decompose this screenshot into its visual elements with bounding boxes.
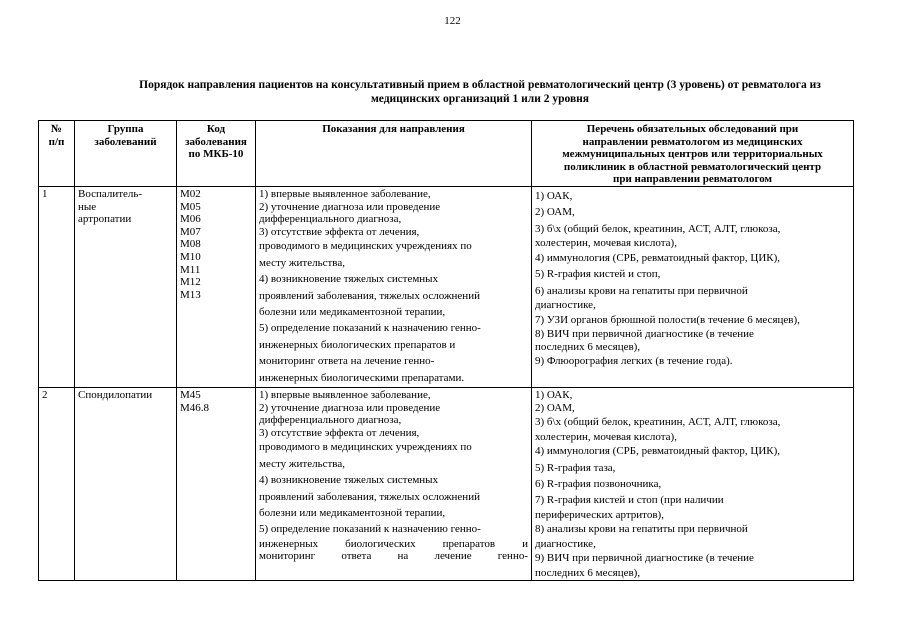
required-exams: 1) ОАК, 2) ОАМ, 3) б\х (общий белок, креатинин, АСТ, АЛТ, глюкоза, холестерин, мочевая кислота), 4) иммунология (СРБ, ревматоидный фактор, ЦИК), 5) R-графия таза, 6) R-графия позвоночника, 7) R-графия кистей и стоп (при наличии периферических артритов), 8) анализы крови на гепатиты при первичной диагностике, 9) ВИЧ при первичной диагностике (в течение последних 6 месяцев), [532,388,854,581]
icd-codes: М02 М05 М06 М07 М08 М10 М11 М12 М13 [177,186,256,387]
disease-group: Спондилопатии [75,388,177,581]
header-indications: Показания для направления [256,121,532,187]
header-required-exams: Перечень обязательных обследований при направлении ревматологом из медицинских межмуниципальных центров или территориальных поликлиник в областной ревматологический центр при направлении ревматологом [532,121,854,187]
table-row [39,186,854,387]
title-line: медицинских организаций 1 или 2 уровня [370,93,590,105]
row-number: 1 [39,186,75,387]
indications: 1) впервые выявленное заболевание, 2) уточнение диагноза или проведение дифференциального диагноза, 3) отсутствие эффекта от лечения, проводимого в медицинских учреждениях по месту жительства, 4) возникновение тяжелых системных проявлений заболевания, тяжелых осложнений болезни или медикаментозной терапии, 5) определение показаний к назначению генно- инженерных биологических препаратов и мониторинг ответа на лечение генно- [256,388,532,581]
row-number: 2 [39,388,75,581]
title-line: Порядок направления пациентов на консультативный прием в областной ревматологический центр (3 уровень) от ревматолога из [139,79,821,91]
table-row [39,388,854,581]
indications: 1) впервые выявленное заболевание, 2) уточнение диагноза или проведение дифференциального диагноза, 3) отсутствие эффекта от лечения, проводимого в медицинских учреждениях по месту жительства, 4) возникновение тяжелых системных проявлений заболевания, тяжелых осложнений болезни или медикаментозной терапии, 5) определение показаний к назначению генно- инженерных биологических препаратов и мониторинг ответа на лечение генно- инженерных биологическими препаратами. [256,186,532,387]
document-title [60,78,900,106]
header-number: № п/п [39,121,75,187]
disease-group: Воспалитель- ные артропатии [75,186,177,387]
icd-codes: М45 М46.8 [177,388,256,581]
page-number: 122 [444,15,461,27]
required-exams: 1) ОАК, 2) ОАМ, 3) б\х (общий белок, креатинин, АСТ, АЛТ, глюкоза, холестерин, мочевая кислота), 4) иммунология (СРБ, ревматоидный фактор, ЦИК), 5) R-графия кистей и стоп, 6) анализы крови на гепатиты при первичной диагностике, 7) УЗИ органов брюшной полости(в течение 6 месяцев), 8) ВИЧ при первичной диагностике (в течение последних 6 месяцев), 9) Флюорография легких (в течение года). [532,186,854,387]
header-icd-code: Код заболевания по МКБ-10 [177,121,256,187]
table-header-row [39,121,854,187]
referral-table [38,120,854,581]
header-disease-group: Группа заболеваний [75,121,177,187]
